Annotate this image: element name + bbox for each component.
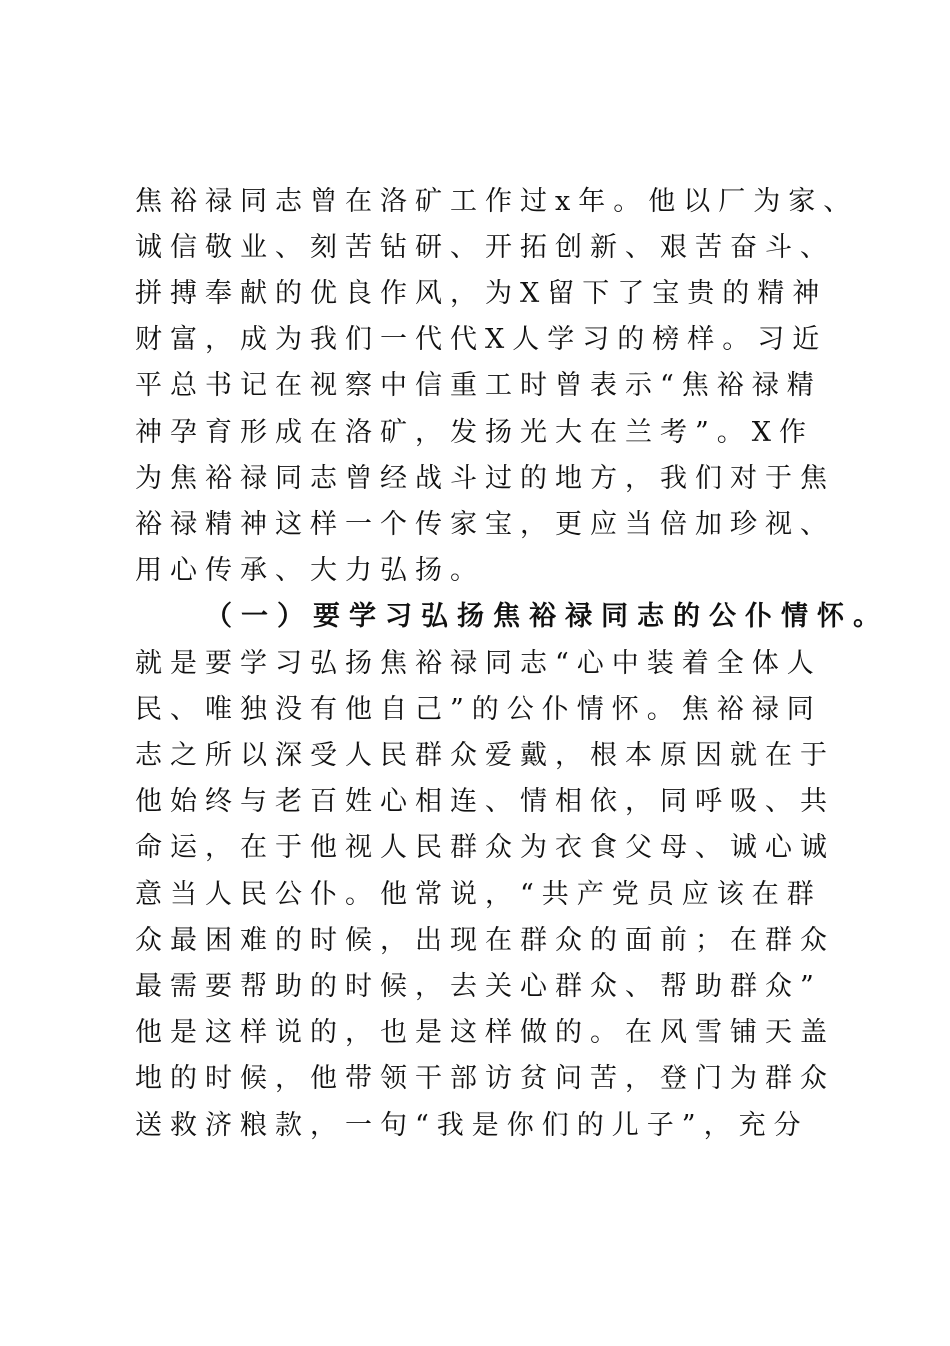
text-line: 用心传承、大力弘扬。 (135, 555, 485, 586)
text-line: 送救济粮款，一句“我是你们的儿子”，充分 (135, 1110, 809, 1141)
text-line: 他始终与老百姓心相连、情相依，同呼吸、共 (135, 786, 835, 817)
text-line: 平总书记在视察中信重工时曾表示“焦裕禄精 (135, 370, 822, 401)
text-line: 命运，在于他视人民群众为衣食父母、诚心诚 (135, 832, 835, 863)
text-line: 焦裕禄同志曾在洛矿工作过x年。他以厂为家、 (135, 186, 859, 217)
text-line: 志之所以深受人民群众爱戴，根本原因就在于 (135, 740, 835, 771)
text-line: 地的时候，他带领干部访贫问苦，登门为群众 (135, 1063, 835, 1094)
text-line: 裕禄精神这样一个传家宝，更应当倍加珍视、 (135, 509, 835, 540)
text-line: 就是要学习弘扬焦裕禄同志“心中装着全体人 (135, 648, 822, 679)
text-line: 意当人民公仆。他常说，“共产党员应该在群 (135, 879, 822, 910)
text-line: 神孕育形成在洛矿，发扬光大在兰考”。X作 (135, 417, 815, 448)
text-line: 财富，成为我们一代代X人学习的榜样。习近 (135, 324, 828, 355)
text-line: 拼搏奉献的优良作风，为X留下了宝贵的精神 (135, 278, 828, 309)
section-heading: （一）要学习弘扬焦裕禄同志的公仆情怀。 (205, 601, 889, 632)
text-line: 他是这样说的，也是这样做的。在风雪铺天盖 (135, 1017, 835, 1048)
text-line: 诚信敬业、刻苦钻研、开拓创新、艰苦奋斗、 (135, 232, 835, 263)
text-line: 众最困难的时候，出现在群众的面前；在群众 (135, 925, 835, 956)
text-line: 为焦裕禄同志曾经战斗过的地方，我们对于焦 (135, 463, 835, 494)
text-line: 最需要帮助的时候，去关心群众、帮助群众” (135, 971, 822, 1002)
text-line: 民、唯独没有他自己”的公仆情怀。焦裕禄同 (135, 694, 822, 725)
